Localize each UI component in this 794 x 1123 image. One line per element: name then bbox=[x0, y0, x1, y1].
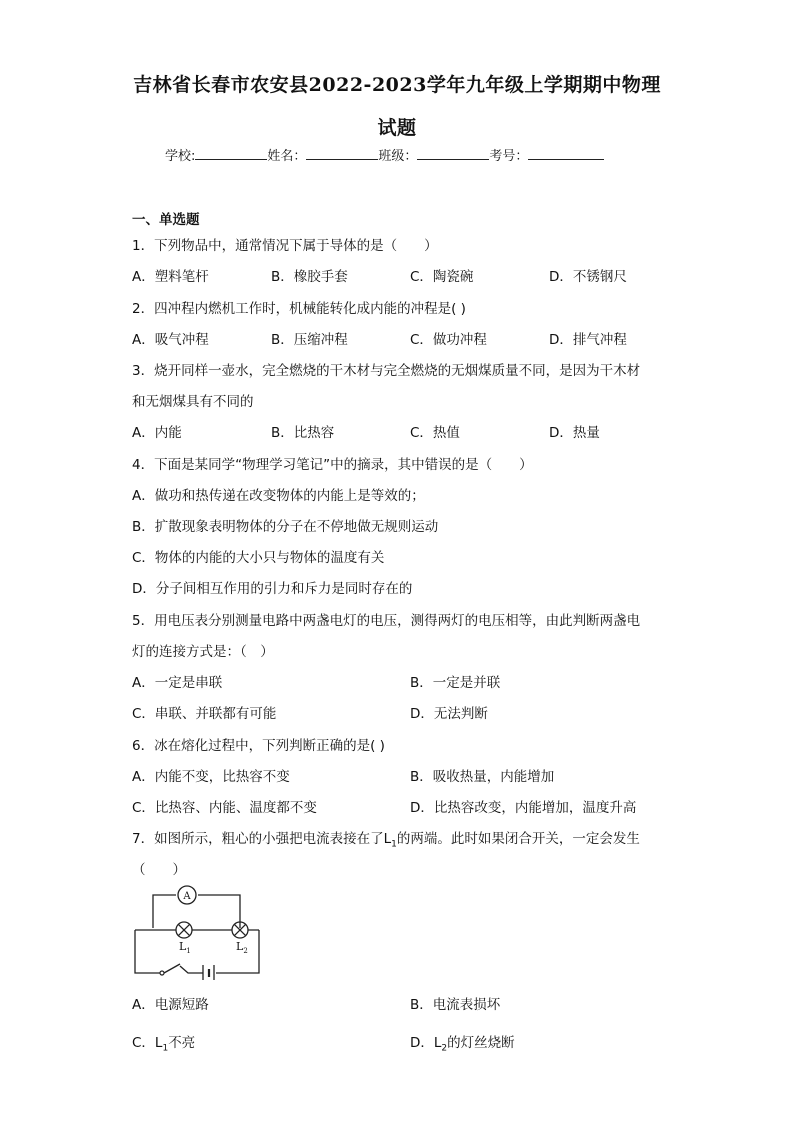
ammeter-label: A bbox=[183, 891, 191, 902]
lamp-l2-label bbox=[236, 940, 248, 955]
exam-title-line2: 试题 bbox=[377, 117, 417, 139]
question-1-stem: 1．下列物品中，通常情况下属于导体的是（ ） bbox=[132, 238, 438, 254]
question-4-stem: 4．下面是某同学“物理学习笔记”中的摘录，其中错误的是（ ） bbox=[132, 457, 533, 473]
student-info-row bbox=[165, 145, 604, 164]
question-1-option-c[interactable]: C．陶瓷碗 bbox=[410, 269, 474, 285]
question-7-option-d-subscript: 2 bbox=[441, 1043, 448, 1054]
question-1-option-a[interactable]: A．塑料笔杆 bbox=[132, 269, 209, 285]
question-7-stem-text-rest: 的两端。此时如果闭合开关，一定会发生 bbox=[396, 831, 640, 847]
question-7-option-b[interactable]: B．电流表损坏 bbox=[410, 997, 501, 1013]
question-6-option-a[interactable]: A．内能不变，比热容不变 bbox=[132, 769, 290, 785]
name-blank[interactable] bbox=[306, 147, 378, 160]
class-label: 班级： bbox=[378, 149, 418, 164]
question-7-option-c[interactable] bbox=[132, 1031, 195, 1054]
switch-pivot bbox=[160, 971, 164, 975]
question-7-stem-line2: （ ） bbox=[132, 862, 186, 878]
question-4-option-c[interactable]: C．物体的内能的大小只与物体的温度有关 bbox=[132, 550, 385, 566]
question-5-option-b[interactable]: B．一定是并联 bbox=[410, 675, 501, 691]
question-7-option-a[interactable]: A．电源短路 bbox=[132, 997, 209, 1013]
exam-title-line1: 吉林省长春市农安县2022-2023学年九年级上学期期中物理 bbox=[133, 74, 661, 96]
question-3-option-d[interactable]: D．热量 bbox=[549, 425, 600, 441]
question-5-option-c[interactable]: C．串联、并联都有可能 bbox=[132, 706, 277, 722]
question-7-option-d[interactable] bbox=[410, 1031, 515, 1054]
question-2-option-a[interactable]: A．吸气冲程 bbox=[132, 332, 209, 348]
question-2-option-b[interactable]: B．压缩冲程 bbox=[271, 332, 348, 348]
question-6-option-d[interactable]: D．比热容改变，内能增加，温度升高 bbox=[410, 800, 637, 816]
question-3-option-b[interactable]: B．比热容 bbox=[271, 425, 335, 441]
question-7-option-c-subscript: 1 bbox=[162, 1043, 169, 1054]
lamp-l1-subscript: 1 bbox=[186, 947, 191, 955]
question-4-option-a[interactable]: A．做功和热传递在改变物体的内能上是等效的； bbox=[132, 488, 425, 504]
question-1-option-d[interactable]: D．不锈钢尺 bbox=[549, 269, 627, 285]
school-label: 学校: bbox=[165, 149, 196, 164]
lamp-l1-label bbox=[179, 940, 191, 955]
number-label: 考号： bbox=[489, 149, 529, 164]
question-6-option-c[interactable]: C．比热容、内能、温度都不变 bbox=[132, 800, 317, 816]
school-blank[interactable] bbox=[195, 147, 267, 160]
question-3-option-c[interactable]: C．热值 bbox=[410, 425, 460, 441]
question-7-stem-subscript: 1 bbox=[391, 839, 397, 850]
number-blank[interactable] bbox=[528, 147, 604, 160]
question-6-stem: 6．冰在熔化过程中，下列判断正确的是( ) bbox=[132, 738, 385, 754]
lamp-l1-letter: L bbox=[179, 940, 187, 953]
circuit-wire-ammeter-branch bbox=[153, 895, 240, 928]
question-7-stem-text: 7．如图所示，粗心的小强把电流表接在了L bbox=[132, 831, 392, 847]
question-1-option-b[interactable]: B．橡胶手套 bbox=[271, 269, 348, 285]
question-2-option-c[interactable]: C．做功冲程 bbox=[410, 332, 487, 348]
question-4-option-b[interactable]: B．扩散现象表明物体的分子在不停地做无规则运动 bbox=[132, 519, 439, 535]
section-heading: 一、单选题 bbox=[132, 212, 200, 228]
switch-lever bbox=[164, 964, 180, 973]
question-5-option-d[interactable]: D．无法判断 bbox=[410, 706, 488, 722]
question-2-option-d[interactable]: D．排气冲程 bbox=[549, 332, 627, 348]
question-7-option-c-text-rest: 不亮 bbox=[168, 1035, 196, 1051]
name-label: 姓名： bbox=[267, 149, 307, 164]
lamp-l2-subscript: 2 bbox=[243, 947, 248, 955]
question-7-option-c-text: C．L bbox=[132, 1035, 163, 1051]
question-3-option-a[interactable]: A．内能 bbox=[132, 425, 182, 441]
lamp-l2-letter: L bbox=[236, 940, 244, 953]
question-2-stem: 2．四冲程内燃机工作时，机械能转化成内能的冲程是( ) bbox=[132, 301, 466, 317]
lamp-l1-cross bbox=[178, 924, 189, 935]
question-7-option-d-text-rest: 的灯丝烧断 bbox=[447, 1035, 515, 1051]
question-7-option-d-text: D．L bbox=[410, 1035, 442, 1051]
question-7-stem-line1 bbox=[132, 827, 640, 850]
question-5-option-a[interactable]: A．一定是串联 bbox=[132, 675, 223, 691]
question-3-stem-line2: 和无烟煤具有不同的 bbox=[132, 394, 254, 410]
question-3-stem-line1: 3．烧开同样一壶水，完全燃烧的干木材与完全燃烧的无烟煤质量不同，是因为干木材 bbox=[132, 363, 641, 379]
question-5-stem-line1: 5．用电压表分别测量电路中两盏电灯的电压，测得两灯的电压相等，由此判断两盏电 bbox=[132, 613, 641, 629]
question-4-option-d[interactable]: D．分子间相互作用的引力和斥力是同时存在的 bbox=[132, 581, 413, 597]
question-5-stem-line2: 灯的连接方式是：（ ） bbox=[132, 644, 274, 660]
class-blank[interactable] bbox=[417, 147, 489, 160]
question-6-option-b[interactable]: B．吸收热量，内能增加 bbox=[410, 769, 555, 785]
circuit-diagram bbox=[128, 880, 268, 980]
